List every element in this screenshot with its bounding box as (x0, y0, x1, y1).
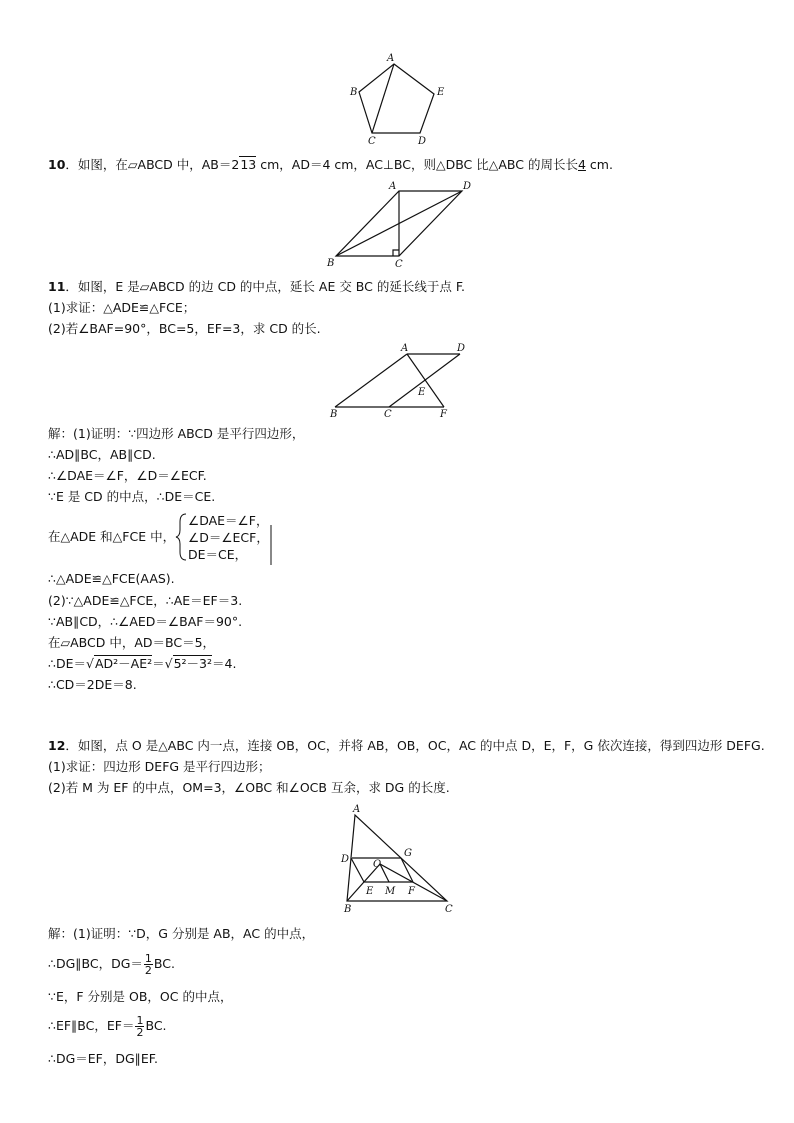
label-B: B (327, 258, 335, 269)
question-11-part2: (2)若∠BAF=90°，BC=5，EF=3，求 CD 的长. (48, 321, 321, 336)
label-F: F (408, 886, 415, 897)
label-D: D (418, 136, 427, 147)
label-C: C (384, 409, 392, 420)
sol11-line4: ∵E 是 CD 的中点，∴DE＝CE. (48, 489, 216, 504)
sol11-line10: ∴DE＝√AD²－AE²＝√5²－3²＝4. (48, 656, 237, 671)
label-A: A (389, 181, 397, 192)
sol11-line6: ∴△ADE≌△FCE(AAS). (48, 571, 175, 586)
question-11-stem: 11．如图，E 是▱ABCD 的边 CD 的中点，延长 AE 交 BC 的延长线于点 F. (48, 279, 465, 294)
label-F: F (440, 409, 447, 420)
sol11-line5-prefix: 在△ADE 和△FCE 中， (48, 529, 176, 544)
label-B: B (330, 409, 338, 420)
label-C: C (368, 136, 376, 147)
sol12-line5: ∴DG＝EF，DG∥EF. (48, 1051, 158, 1066)
label-B: B (350, 87, 358, 98)
sol11-line1: 解：(1)证明：∵四边形 ABCD 是平行四边形， (48, 426, 305, 441)
answer-10: 4 (577, 157, 586, 172)
question-12-part1: (1)求证：四边形 DEFG 是平行四边形； (48, 759, 271, 774)
label-G: G (404, 848, 412, 859)
label-A: A (401, 343, 409, 354)
sol11-line3: ∴∠DAE＝∠F，∠D＝∠ECF. (48, 468, 207, 483)
system-eq2: ∠D＝∠ECF， (188, 530, 269, 545)
sol11-line11: ∴CD＝2DE＝8. (48, 677, 137, 692)
label-D: D (341, 854, 350, 865)
label-E: E (366, 886, 374, 897)
label-D: D (463, 181, 472, 192)
question-10: 10．如图，在▱ABCD 中，AB＝213 cm，AD＝4 cm，AC⊥BC，则△DBC 比△ABC 的周长长4 cm. (48, 157, 613, 172)
label-A: A (353, 804, 361, 815)
sol12-line4: ∴EF∥BC，EF＝ $\frac{1}{2}$ BC. (48, 1014, 167, 1039)
sol11-line2: ∴AD∥BC，AB∥CD. (48, 447, 156, 462)
sol11-line7: (2)∵△ADE≌△FCE，∴AE＝EF＝3. (48, 593, 243, 608)
sol11-line8: ∵AB∥CD，∴∠AED＝∠BAF＝90°. (48, 614, 243, 629)
question-12-part2: (2)若 M 为 EF 的中点，OM=3，∠OBC 和∠OCB 互余，求 DG 的长度. (48, 780, 450, 795)
system-eq3: DE＝CE， (188, 547, 248, 562)
sol12-line3: ∵E，F 分别是 OB，OC 的中点， (48, 989, 233, 1004)
label-B: B (344, 904, 352, 915)
label-C: C (395, 259, 403, 270)
question-12-stem: 12．如图，点 O 是△ABC 内一点，连接 OB，OC，并将 AB，OB，OC，AC 的中点 D，E，F，G 依次连接，得到四边形 DEFG. (48, 738, 765, 753)
label-O: O (373, 859, 382, 870)
label-E: E (418, 387, 426, 398)
label-E: E (437, 87, 445, 98)
label-C: C (445, 904, 453, 915)
label-A: A (387, 53, 395, 64)
sol11-line9: 在▱ABCD 中，AD＝BC＝5， (48, 635, 216, 650)
sol12-line1: 解：(1)证明：∵D，G 分别是 AB，AC 的中点， (48, 926, 315, 941)
label-D: D (457, 343, 466, 354)
sol12-line2: ∴DG∥BC，DG＝ $\frac{1}{2}$ BC. (48, 952, 175, 977)
question-11-part1: (1)求证：△ADE≌△FCE； (48, 300, 196, 315)
system-eq1: ∠DAE＝∠F， (188, 513, 269, 528)
label-M: M (385, 886, 396, 897)
